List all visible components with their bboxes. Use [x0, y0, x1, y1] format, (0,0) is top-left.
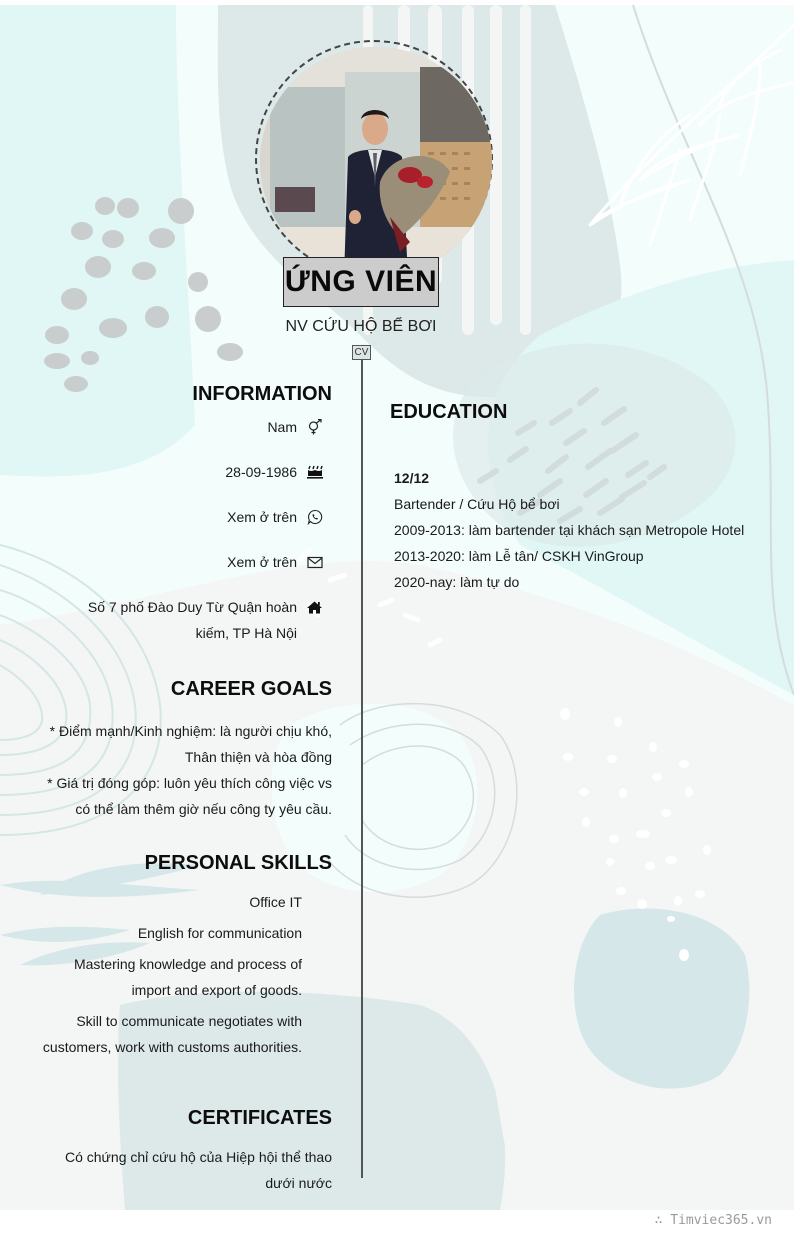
footer-brand-watermark: ∴ Timviec365.vn	[654, 1213, 772, 1228]
envelope-icon	[297, 549, 332, 575]
info-phone	[227, 504, 332, 530]
education-title: EDUCATION	[390, 401, 508, 423]
skill-item: Office IT	[249, 894, 302, 910]
avatar	[260, 47, 492, 277]
address-value: Số 7 phố Đào Duy Từ Quận hoàn kiếm, TP Hà Nội	[87, 599, 297, 641]
info-gender	[267, 414, 332, 440]
phone-whatsapp-icon	[297, 504, 332, 530]
skill-item: English for communication	[137, 925, 302, 941]
birthday-cake-icon	[297, 459, 332, 485]
job-title: NV CỨU HỘ BỂ BƠI	[285, 318, 437, 335]
candidate-photo	[260, 47, 492, 277]
education-line: 2020-nay: làm tự do	[394, 574, 520, 590]
gender-icon	[297, 414, 332, 440]
birthday-value: 28-09-1986	[225, 464, 297, 480]
education-major: Bartender / Cứu Hộ bể bơi	[394, 496, 560, 512]
education-entry	[394, 465, 774, 595]
gender-value: Nam	[267, 419, 297, 435]
info-address	[72, 594, 332, 646]
career-goal-strengths: * Điểm mạnh/Kinh nghiệm: là người chịu khó, Thân thiện và hòa đồng	[49, 723, 332, 765]
cv-page	[0, 5, 794, 1210]
education-line: 2009-2013: làm bartender tại khách sạn Metropole Hotel	[394, 522, 745, 538]
candidate-name: ỨNG VIÊN	[283, 257, 439, 307]
timeline-divider	[361, 360, 363, 1178]
info-birthday	[225, 459, 332, 485]
certificates-title: CERTIFICATES	[187, 1107, 332, 1129]
home-icon	[297, 594, 332, 620]
certificate-text: Có chứng chỉ cứu hộ của Hiệp hội thể thao dưới nước	[64, 1149, 332, 1191]
skill-item: Skill to communicate negotiates with customers, work with customs authorities.	[42, 1013, 302, 1055]
career-goal-contribution: * Giá trị đóng góp: luôn yêu thích công việc vs có thể làm thêm giờ nếu công ty yêu cầu.	[47, 775, 332, 817]
skill-item: Mastering knowledge and process of import and export of goods.	[73, 956, 302, 998]
phone-value: Xem ở trên	[227, 509, 297, 525]
cv-tag: CV	[352, 345, 371, 360]
info-email	[227, 549, 332, 575]
personal-skills-title: PERSONAL SKILLS	[144, 852, 332, 874]
career-goals-title: CAREER GOALS	[170, 678, 332, 700]
education-line: 2013-2020: làm Lễ tân/ CSKH VinGroup	[394, 548, 644, 564]
information-title: INFORMATION	[192, 383, 332, 405]
email-value: Xem ở trên	[227, 554, 297, 570]
education-period: 12/12	[394, 470, 430, 486]
